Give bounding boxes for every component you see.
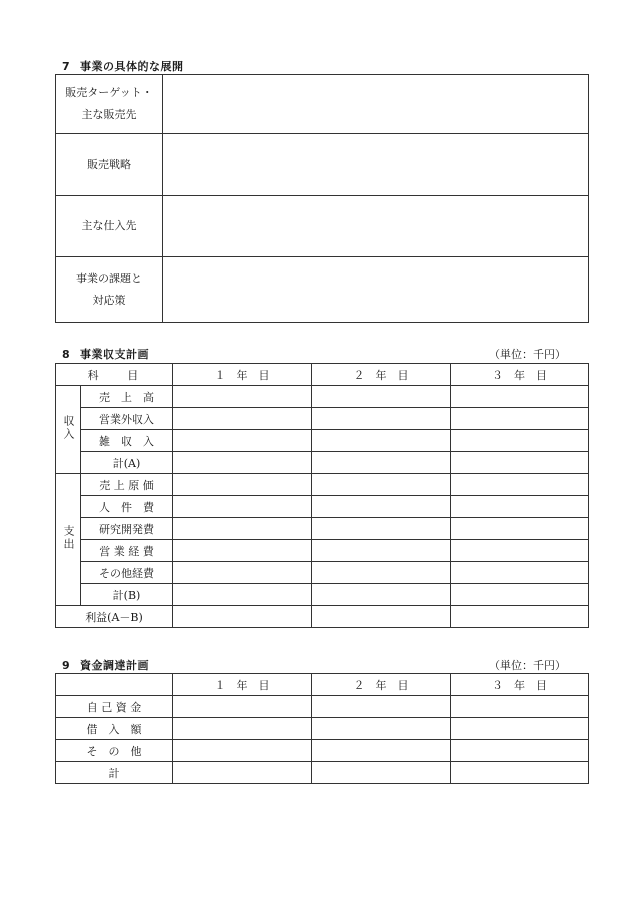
section9-title [62, 657, 149, 673]
section9-title-text: 資金調達計画 [80, 659, 149, 672]
cell-input[interactable] [451, 452, 589, 474]
cell-input[interactable] [173, 518, 312, 540]
cell-input[interactable] [451, 584, 589, 606]
cell-input[interactable] [173, 386, 312, 408]
cell-input[interactable] [173, 696, 312, 718]
row-label-operating-expense: 営 業 経 費 [81, 540, 173, 562]
row-label-own-funds: 自 己 資 金 [56, 696, 173, 718]
cell-input[interactable] [173, 452, 312, 474]
cell-input[interactable] [173, 606, 312, 628]
cell-input[interactable] [451, 518, 589, 540]
cell-input[interactable] [312, 562, 451, 584]
input-sales-target[interactable] [163, 75, 589, 134]
cell-input[interactable] [451, 696, 589, 718]
section7-number: 7 [62, 60, 71, 73]
label-main-suppliers: 主な仕入先 [56, 196, 163, 257]
cell-input[interactable] [312, 740, 451, 762]
cell-input[interactable] [451, 562, 589, 584]
cell-input[interactable] [173, 496, 312, 518]
cell-input[interactable] [312, 452, 451, 474]
cell-input[interactable] [173, 474, 312, 496]
cell-input[interactable] [312, 386, 451, 408]
section9-unit: （単位：千円） [489, 659, 566, 672]
cell-input[interactable] [451, 408, 589, 430]
input-issues-countermeasures[interactable] [163, 257, 589, 323]
input-sales-strategy[interactable] [163, 134, 589, 196]
section9-number: 9 [62, 659, 71, 672]
row-label-cost-of-sales: 売 上 原 価 [81, 474, 173, 496]
cell-input[interactable] [451, 762, 589, 784]
section7-title-text: 事業の具体的な展開 [80, 60, 184, 73]
row-label-borrowings: 借 入 額 [56, 718, 173, 740]
row-label-sales: 売 上 高 [81, 386, 173, 408]
cell-input[interactable] [451, 430, 589, 452]
expense-group-label: 支出 [62, 525, 75, 551]
label-issues-countermeasures: 事業の課題と 対応策 [56, 257, 163, 323]
cell-input[interactable] [451, 718, 589, 740]
section8-unit: （単位：千円） [489, 348, 566, 361]
cell-input[interactable] [312, 762, 451, 784]
cell-input[interactable] [312, 408, 451, 430]
cell-input[interactable] [451, 606, 589, 628]
cell-input[interactable] [173, 584, 312, 606]
cell-input[interactable] [312, 606, 451, 628]
cell-input[interactable] [451, 540, 589, 562]
cell-input[interactable] [173, 740, 312, 762]
header-year1: １ 年 目 [173, 364, 312, 386]
header-year3: ３ 年 目 [451, 364, 589, 386]
row-label-misc-income: 雑 収 入 [81, 430, 173, 452]
funding-plan-table [55, 673, 589, 784]
cell-input[interactable] [312, 474, 451, 496]
cell-input[interactable] [312, 696, 451, 718]
income-group-label: 収入 [62, 415, 75, 441]
cell-input[interactable] [451, 496, 589, 518]
header-item: 科 目 [56, 364, 173, 386]
row-label-income-total: 計(A) [81, 452, 173, 474]
header-year2: ２ 年 目 [312, 674, 451, 696]
row-label-other-expense: その他経費 [81, 562, 173, 584]
expense-group-cell [56, 474, 81, 606]
row-label-profit: 利益(A－B) [56, 606, 173, 628]
cell-input[interactable] [312, 584, 451, 606]
cell-input[interactable] [312, 496, 451, 518]
cell-input[interactable] [173, 718, 312, 740]
section8-title [62, 346, 149, 362]
cell-input[interactable] [173, 430, 312, 452]
cell-input[interactable] [173, 762, 312, 784]
section8-title-text: 事業収支計画 [80, 348, 149, 361]
header-year1: １ 年 目 [173, 674, 312, 696]
income-group-cell [56, 386, 81, 474]
sales-plan-table [55, 74, 589, 323]
header-item-empty [56, 674, 173, 696]
header-year2: ２ 年 目 [312, 364, 451, 386]
cell-input[interactable] [312, 540, 451, 562]
cell-input[interactable] [451, 386, 589, 408]
income-expense-table [55, 363, 589, 628]
cell-input[interactable] [312, 518, 451, 540]
label-sales-target: 販売ターゲット・ 主な販売先 [56, 75, 163, 134]
cell-input[interactable] [173, 540, 312, 562]
cell-input[interactable] [451, 740, 589, 762]
cell-input[interactable] [312, 718, 451, 740]
input-main-suppliers[interactable] [163, 196, 589, 257]
label-sales-strategy: 販売戦略 [56, 134, 163, 196]
row-label-other: そ の 他 [56, 740, 173, 762]
section7-title [62, 58, 184, 74]
cell-input[interactable] [312, 430, 451, 452]
row-label-personnel: 人 件 費 [81, 496, 173, 518]
row-label-total: 計 [56, 762, 173, 784]
cell-input[interactable] [451, 474, 589, 496]
row-label-rnd: 研究開発費 [81, 518, 173, 540]
cell-input[interactable] [173, 562, 312, 584]
row-label-expense-total: 計(B) [81, 584, 173, 606]
section8-number: 8 [62, 348, 71, 361]
row-label-non-operating-income: 営業外収入 [81, 408, 173, 430]
header-year3: ３ 年 目 [451, 674, 589, 696]
cell-input[interactable] [173, 408, 312, 430]
